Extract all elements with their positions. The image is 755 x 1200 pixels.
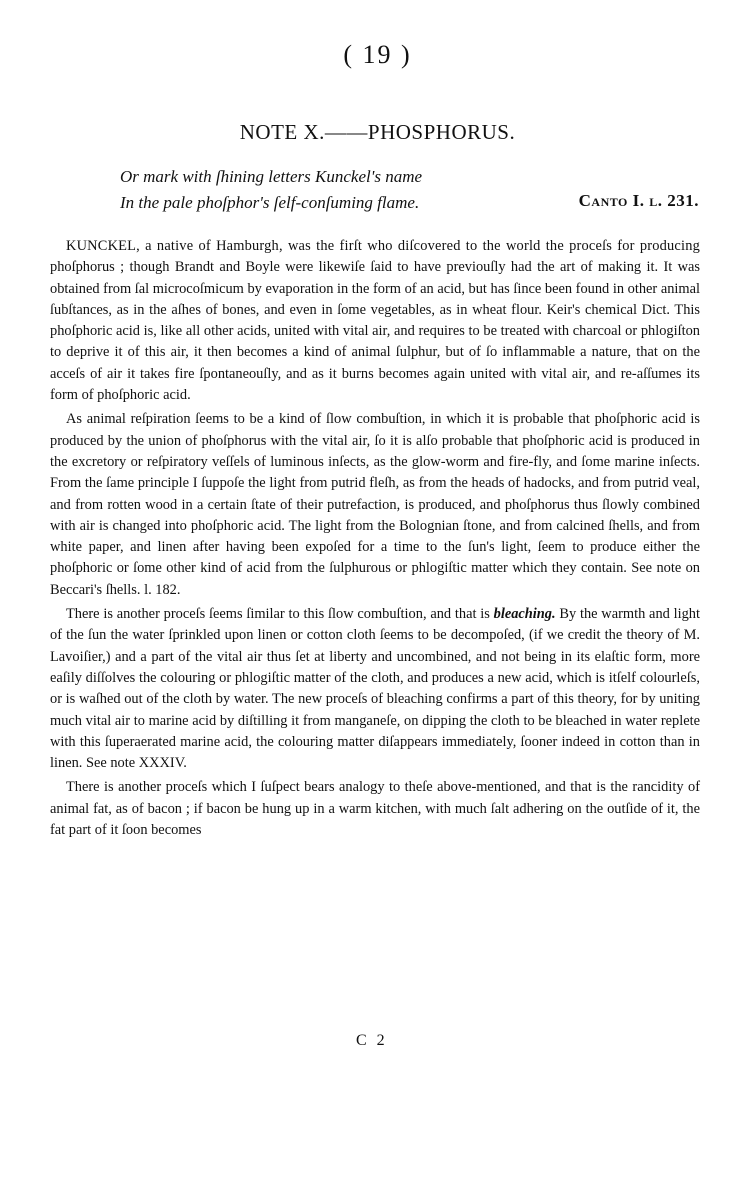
epigraph	[120, 164, 520, 216]
epigraph-line-2: In the pale phoſphor's ſelf-conſuming flame.	[120, 193, 420, 212]
paragraph-bleaching: There is another proceſs ſeems ſimilar to this ſlow combuſtion, and that is bleaching. By the warmth and light of the ſun the water ſprinkled upon linen or cotton cloth ſeems to be decompoſed, (if we credit the theory of M. Lavoiſier,) and a part of the vital air thus ſet at liberty and uncombined, and not being in its elaſtic form, more eaſily diſſolves the colouring or phlogiſtic matter of the cloth, and produces a new acid, which is itſelf colourleſs, or is waſhed out of the cloth by water. The new proceſs of bleaching confirms a part of this theory, for by uniting much vital air to marine acid by diſtilling it from manganeſe, on dipping the cloth to be bleached in water replete with this ſuperaerated marine acid, the colouring matter diſappears immediately, ſooner indeed in cotton than in linen. See note XXXIV.	[50, 606, 700, 772]
page-number: ( 19 )	[343, 40, 412, 69]
epigraph-line-1: Or mark with ſhining letters Kunckel's name	[120, 167, 423, 186]
signature-mark: C 2	[356, 1032, 388, 1049]
paragraph-kunckel: KUNCKEL, a native of Hamburgh, was the firſt who diſcovered to the world the proceſs for producing phoſphorus ; though Brandt and Boyle were likewiſe ſaid to have previouſly had the art of making it. It was obtained from ſal microcoſmicum by evaporation in the form of an acid, but has ſince been found in other animal ſubſtances, as in the aſhes of bones, and even in ſome vegetables, as in wheat flour. Keir's chemical Dict. This phoſphoric acid is, like all other acids, united with vital air, and requires to be treated with charcoal or phlogiſton to deprive it of this air, it then becomes a kind of animal ſulphur, but of ſo inflammable a nature, that on the acceſs of air it takes fire ſpontaneouſly, and as it burns becomes again united with vital air, and re-aſſumes its form of phoſphoric acid.	[50, 238, 700, 404]
note-title: NOTE X.——PHOSPHORUS.	[239, 120, 516, 144]
paragraph-respiration: As animal reſpiration ſeems to be a kind of ſlow combuſtion, in which it is probable that phoſphoric acid is produced by the union of phoſphorus with the vital air, ſo it is alſo probable that phoſphoric acid is produced in the excretory or reſpiratory veſſels of luminous inſects, as the glow-worm and fire-fly, and ſome marine inſects. From the ſame principle I ſuppoſe the light from putrid fleſh, as from the heads of hadocks, and from putrid veal, and from rotten wood in a certain ſtate of their putrefaction, is produced, and phoſphorus thus ſlowly combined with air is changed into phoſphoric acid. The light from the Bolognian ſtone, and from calcined ſhells, and from white paper, and linen after having been expoſed for a time to the ſun's light, ſeem to produce either the phoſphoric or ſome other kind of acid from the ſulphurous or phlogiſtic matter which they contain. See note on Beccari's ſhells. l. 182.	[50, 411, 700, 598]
note-body	[50, 236, 700, 844]
canto-reference: Canto I. l. 231.	[578, 191, 699, 210]
paragraph-rancidity: There is another proceſs which I ſuſpect bears analogy to theſe above-mentioned, and that is the rancidity of animal fat, as of bacon ; if bacon be hung up in a warm kitchen, with much ſalt adhering on the outſide of it, the fat part of it ſoon becomes	[50, 779, 700, 839]
